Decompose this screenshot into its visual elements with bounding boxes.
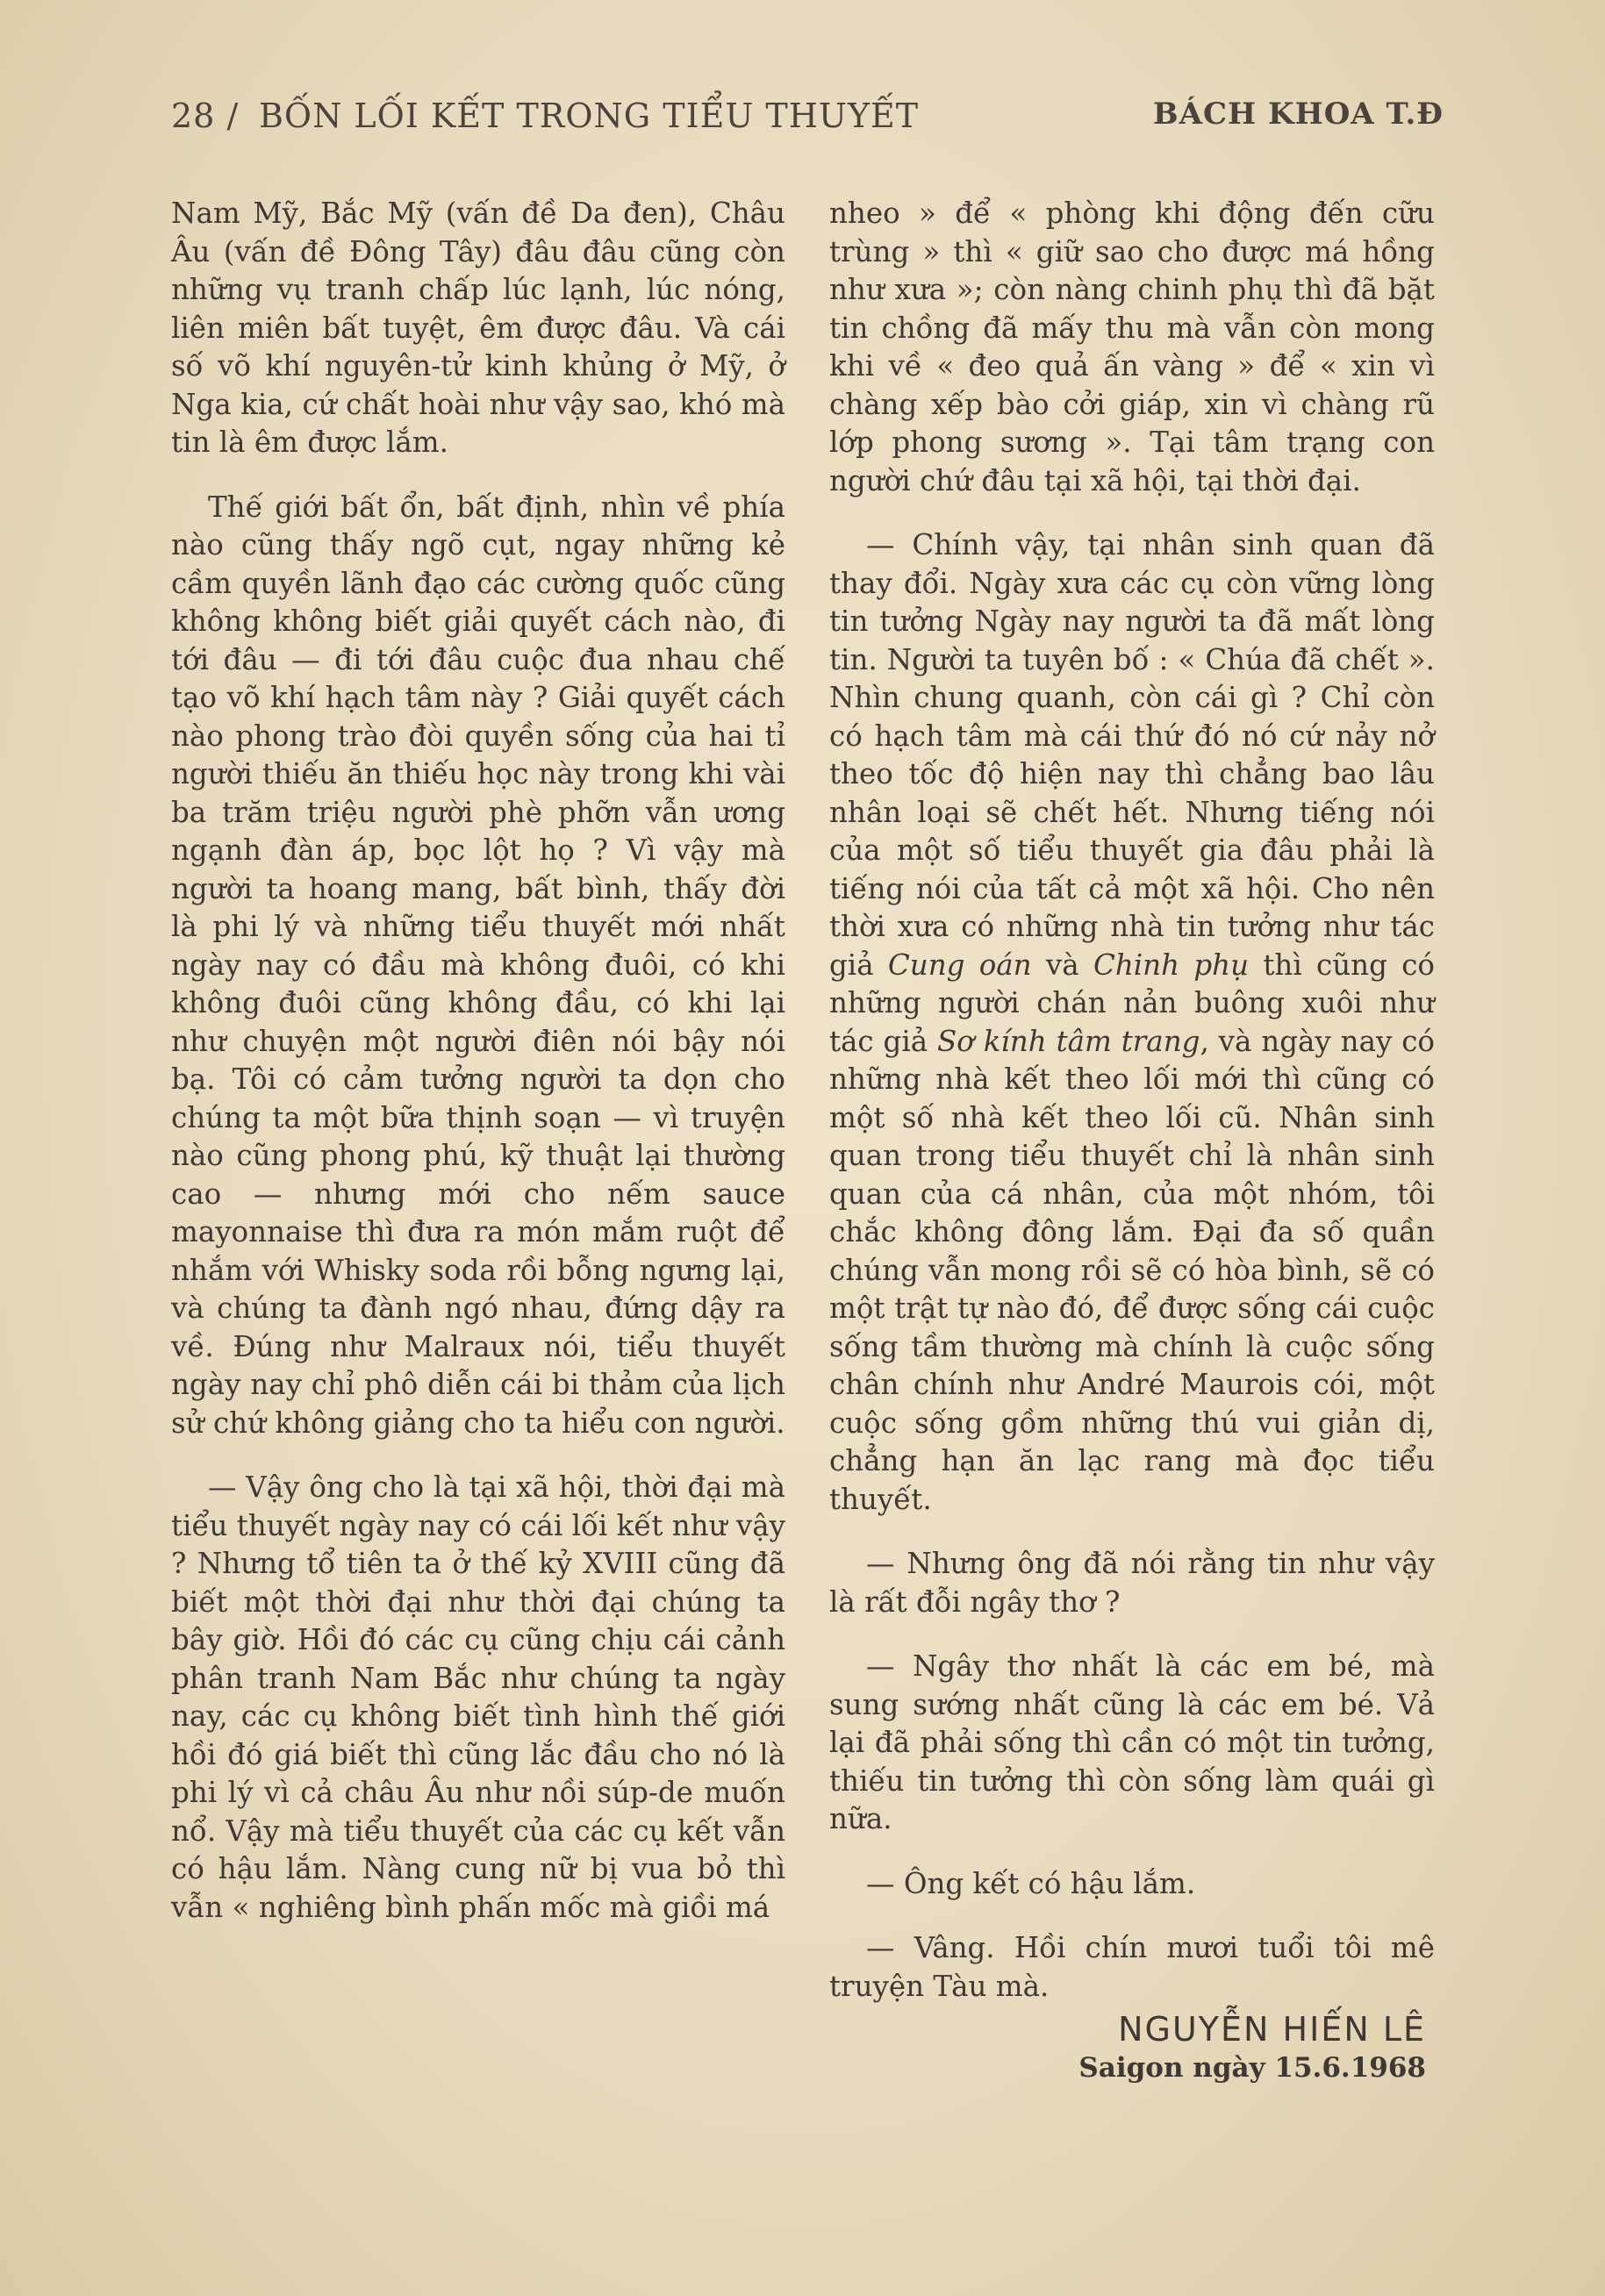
left-column — [171, 195, 785, 1953]
page-number: 28 / — [171, 97, 240, 135]
paragraph: — Vâng. Hồi chín mươi tuổi tôi mê truyện Tàu mà. — [829, 1931, 1435, 2003]
signature-block — [829, 2011, 1435, 2087]
page-header — [171, 97, 1444, 149]
work-title: Sơ kính tâm trang — [937, 1024, 1200, 1058]
paragraph: nheo » để « phòng khi động đến cữu trùng » thì « giữ sao cho được má hồng như xưa »; còn nàng chinh phụ thì đã bặt tin chồng đã mấy thu mà vẫn còn mong khi về « đeo quả ấn vàng » để « xin vì chàng xếp bào cởi giáp, xin vì chàng rũ lớp phong sương ». Tại tâm trạng con người chứ đâu tại xã hội, tại thời đại. — [829, 197, 1435, 497]
place-date: Saigon ngày 15.6.1968 — [1078, 2051, 1426, 2084]
work-title: Chinh phụ — [1093, 948, 1250, 982]
magazine-name: BÁCH KHOA T.Đ — [1152, 97, 1444, 132]
author-name: NGUYỄN HIẾN LÊ — [1118, 2010, 1426, 2049]
work-title: Cung oán — [887, 948, 1032, 982]
paragraph: — Ông kết có hậu lắm. — [866, 1866, 1196, 1900]
paragraph: Nam Mỹ, Bắc Mỹ (vấn đề Da đen), Châu Âu (vấn đề Đông Tây) đâu đâu cũng còn những vụ tranh chấp lúc lạnh, lúc nóng, liên miên bất tuyệt, êm được đâu. Và cái số võ khí nguyên-tử kinh khủng ở Mỹ, ở Nga kia, cứ chất hoài như vậy sao, khó mà tin là êm được lắm. — [171, 197, 785, 459]
running-title: BỐN LỐI KẾT TRONG TIỂU THUYẾT — [259, 97, 920, 135]
paragraph: — Nhưng ông đã nói rằng tin như vậy là rất đỗi ngây thơ ? — [829, 1547, 1435, 1619]
paragraph: — Ngây thơ nhất là các em bé, mà sung sướng nhất cũng là các em bé. Vả lại đã phải sống thì cần có một tin tưởng, thiếu tin tưởng thì còn sống làm quái gì nữa. — [829, 1649, 1435, 1835]
right-column — [829, 195, 1435, 2087]
paragraph: Thế giới bất ổn, bất định, nhìn về phía nào cũng thấy ngõ cụt, ngay những kẻ cầm quyền lãnh đạo các cường quốc cũng không không biết giải quyết cách nào, đi tới đâu — đi tới đâu cuộc đua nhau chế tạo võ khí hạch tâm này ? Giải quyết cách nào phong trào đòi quyền sống của hai tỉ người thiếu ăn thiếu học này trong khi vài ba trăm triệu người phè phỡn vẫn ương ngạnh đàn áp, bọc lột họ ? Vì vậy mà người ta hoang mang, bất bình, thấy đời là phi lý và những tiểu thuyết mới nhất ngày nay có đầu mà không đuôi, có khi không đuôi cũng không đầu, có khi lại như chuyện một người điên nói bậy nói bạ. Tôi có cảm tưởng người ta dọn cho chúng ta một bữa thịnh soạn — vì truyện nào cũng phong phú, kỹ thuật lại thường cao — nhưng mới cho nếm sauce mayonnaise thì đưa ra món mắm ruột để nhắm với Whisky soda rồi bỗng ngưng lại, và chúng ta đành ngó nhau, đứng dậy ra về. Đúng như Malraux nói, tiểu thuyết ngày nay chỉ phô diễn cái bi thảm của lịch sử chứ không giảng cho ta hiểu con người. — [171, 490, 785, 1440]
paragraph: — Chính vậy, tại nhân sinh quan đã thay đổi. Ngày xưa các cụ còn vững lòng tin tưởng Ngày nay người ta đã mất lòng tin. Người ta tuyên bố : « Chúa đã chết ». Nhìn chung quanh, còn cái gì ? Chỉ còn có hạch tâm mà cái thứ đó nó cứ nảy nở theo tốc độ hiện nay thì chẳng bao lâu nhân loại sẽ chết hết. Nhưng tiếng nói của một số tiểu thuyết gia đâu phải là tiếng nói của tất cả một xã hội. Cho nên thời xưa có những nhà tin tưởng như tác giả Cung oán và Chinh phụ thì cũng có những người chán nản buông xuôi như tác giả Sơ kính tâm trang, và ngày nay có những nhà kết theo lối mới thì cũng có một số nhà kết theo lối cũ. Nhân sinh quan trong tiểu thuyết chỉ là nhân sinh quan của cá nhân, của một nhóm, tôi chắc không đông lắm. Đại đa số quần chúng vẫn mong rồi sẽ có hòa bình, sẽ có một trật tự nào đó, để được sống cái cuộc sống tầm thường mà chính là cuộc sống chân chính như André Maurois cói, một cuộc sống gồm những thú vui giản dị, chẳng hạn ăn lạc rang mà đọc tiểu thuyết. — [829, 528, 1435, 1516]
paragraph: — Vậy ông cho là tại xã hội, thời đại mà tiểu thuyết ngày nay có cái lối kết như vậy ? Nhưng tổ tiên ta ở thế kỷ XVIII cũng đã biết một thời đại như thời đại chúng ta bây giờ. Hồi đó các cụ cũng chịu cái cảnh phân tranh Nam Bắc như chúng ta ngày nay, các cụ không biết tình hình thế giới hồi đó giá biết thì cũng lắc đầu cho nó là phi lý vì cả châu Âu như nồi súp-de muốn nổ. Vậy mà tiểu thuyết của các cụ kết vẫn có hậu lắm. Nàng cung nữ bị vua bỏ thì vẫn « nghiêng bình phấn mốc mà giồi má — [171, 1470, 785, 1924]
